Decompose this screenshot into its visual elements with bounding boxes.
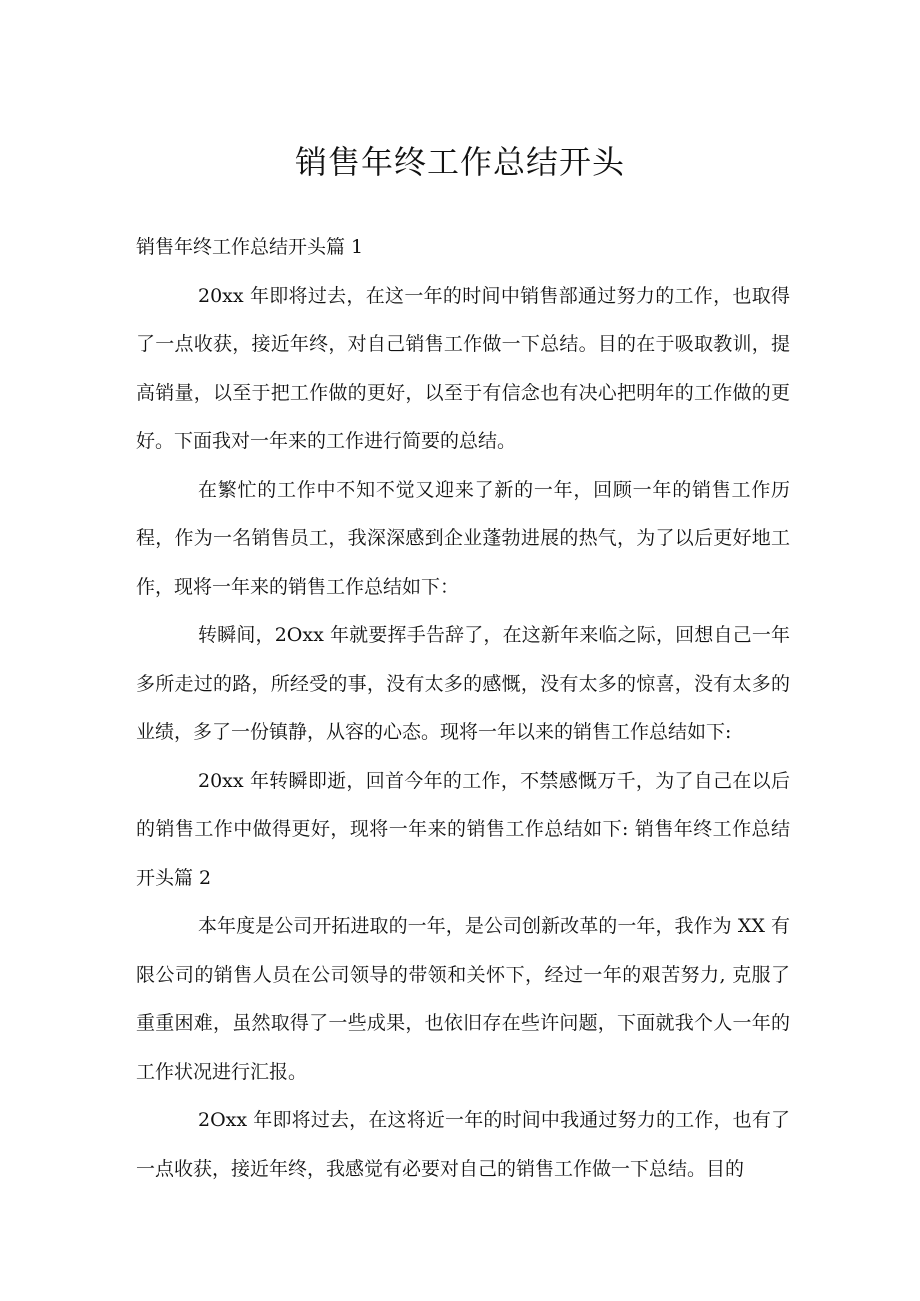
section-heading-1: 销售年终工作总结开头篇 1: [136, 236, 364, 258]
paragraph-5: 本年度是公司开拓进取的一年，是公司创新改革的一年，我作为 XX 有限公司的销售人员在公司领导的带领和关怀下，经过一年的艰苦努力, 克服了重重困难，虽然取得了一些成果，也依旧存在些许问题，下面就我个人一年的工作状况进行汇报。: [136, 915, 790, 1083]
paragraph-1: 20xx 年即将过去，在这一年的时间中销售部通过努力的工作，也取得了一点收获，接近年终，对自己销售工作做一下总结。目的在于吸取教训，提高销量，以至于把工作做的更好，以至于有信念也有决心把明年的工作做的更好。下面我对一年来的工作进行简要的总结。: [136, 284, 790, 452]
paragraph-6: 2Oxx 年即将过去，在这将近一年的时间中我通过努力的工作，也有了一点收获，接近年终，我感觉有必要对自己的销售工作做一下总结。目的: [136, 1109, 790, 1180]
paragraph-3: 转瞬间，2Oxx 年就要挥手告辞了，在这新年来临之际，回想自己一年多所走过的路，所经受的事，没有太多的感慨，没有太多的惊喜，没有太多的业绩，多了一份镇静，从容的心态。现将一年以来的销售工作总结如下:: [136, 624, 790, 743]
paragraph-2: 在繁忙的工作中不知不觉又迎来了新的一年，回顾一年的销售工作历程，作为一名销售员工，我深深感到企业蓬勃进展的热气，为了以后更好地工作，现将一年来的销售工作总结如下：: [136, 478, 790, 598]
document-body: [136, 223, 790, 1193]
paragraph-4: 20xx 年转瞬即逝，回首今年的工作，不禁感慨万千，为了自己在以后的销售工作中做得更好，现将一年来的销售工作总结如下: 销售年终工作总结开头篇 2: [136, 769, 790, 889]
document-title: 销售年终工作总结开头: [294, 143, 625, 181]
